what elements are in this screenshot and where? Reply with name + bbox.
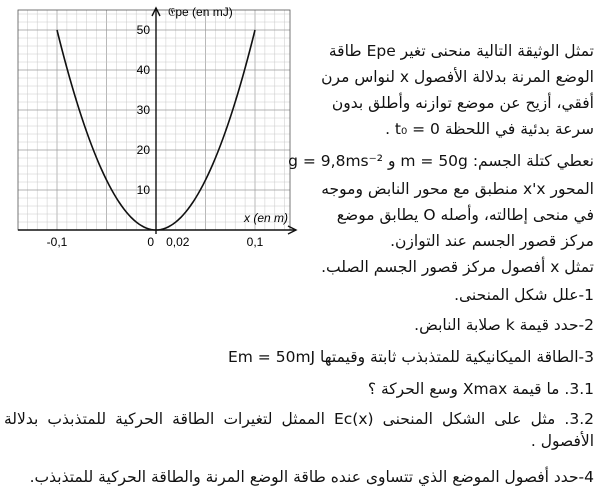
y-tick-label: 40 [136,63,150,77]
x-tick-label: 0 [147,235,154,249]
question-3-1: 3.1. ما قيمة Xmax وسع الحركة ؟ [367,380,594,398]
chart-ticks [47,23,264,249]
question-3: 3-الطاقة الميكانيكية للمتذبذب ثابتة وقيمتها Em = 50mJ [227,348,594,366]
intro-line-7: في منحى إطالته، وأصله O يطابق موضع [336,206,594,224]
intro-line-5: نعطي كتلة الجسم: m = 50g و g = 9,8ms⁻² [288,152,594,170]
question-1: 1-علل شكل المنحنى. [454,286,594,304]
intro-line-8: مركز قصور الجسم عند التوازن. [390,232,594,250]
body-line-9: تمثل x أفصول مركز قصور الجسم الصلب. [321,258,594,276]
intro-line-3: أفقي، أزيح عن موضع توازنه وأطلق بدون [331,94,594,112]
x-tick-label: 0,1 [246,235,264,249]
y-tick-label: 10 [136,183,150,197]
x-tick-label: -0,1 [46,235,68,249]
y-tick-label: 50 [136,23,150,37]
x-tick-label: 0,02 [166,235,190,249]
intro-line-2: الوضع المرنة بدلالة الأفصول x لنواس مرن [321,68,594,86]
question-4: 4-حدد أفصول الموضع الذي تتساوى عنده طاقة الوضع المرنة والطاقة الحركية للمتذبذب. [29,468,594,486]
plot-frame [18,10,290,230]
intro-line-4: سرعة بدئية في اللحظة t₀ = 0 . [385,120,594,138]
y-tick-label: 30 [136,103,150,117]
chart-grid [18,10,290,230]
intro-line-1: تمثل الوثيقة التالية منحنى تغير Epe طاقة [328,42,594,60]
x-axis-label: x (en m) [244,211,289,225]
question-3-2: 3.2. مثل على الشكل المنحنى Ec(x) الممثل لتغيرات الطاقة الحركية للمتذبذب بدلالة الأفصول . [4,410,594,450]
energy-chart [0,0,302,252]
y-axis-label: 𝔈pe (en mJ) [168,5,233,19]
question-2: 2-حدد قيمة k صلابة النابض. [414,316,594,334]
y-tick-label: 20 [136,143,150,157]
intro-line-6: المحور x'x منطبق مع محور النابض وموجه [321,180,594,198]
